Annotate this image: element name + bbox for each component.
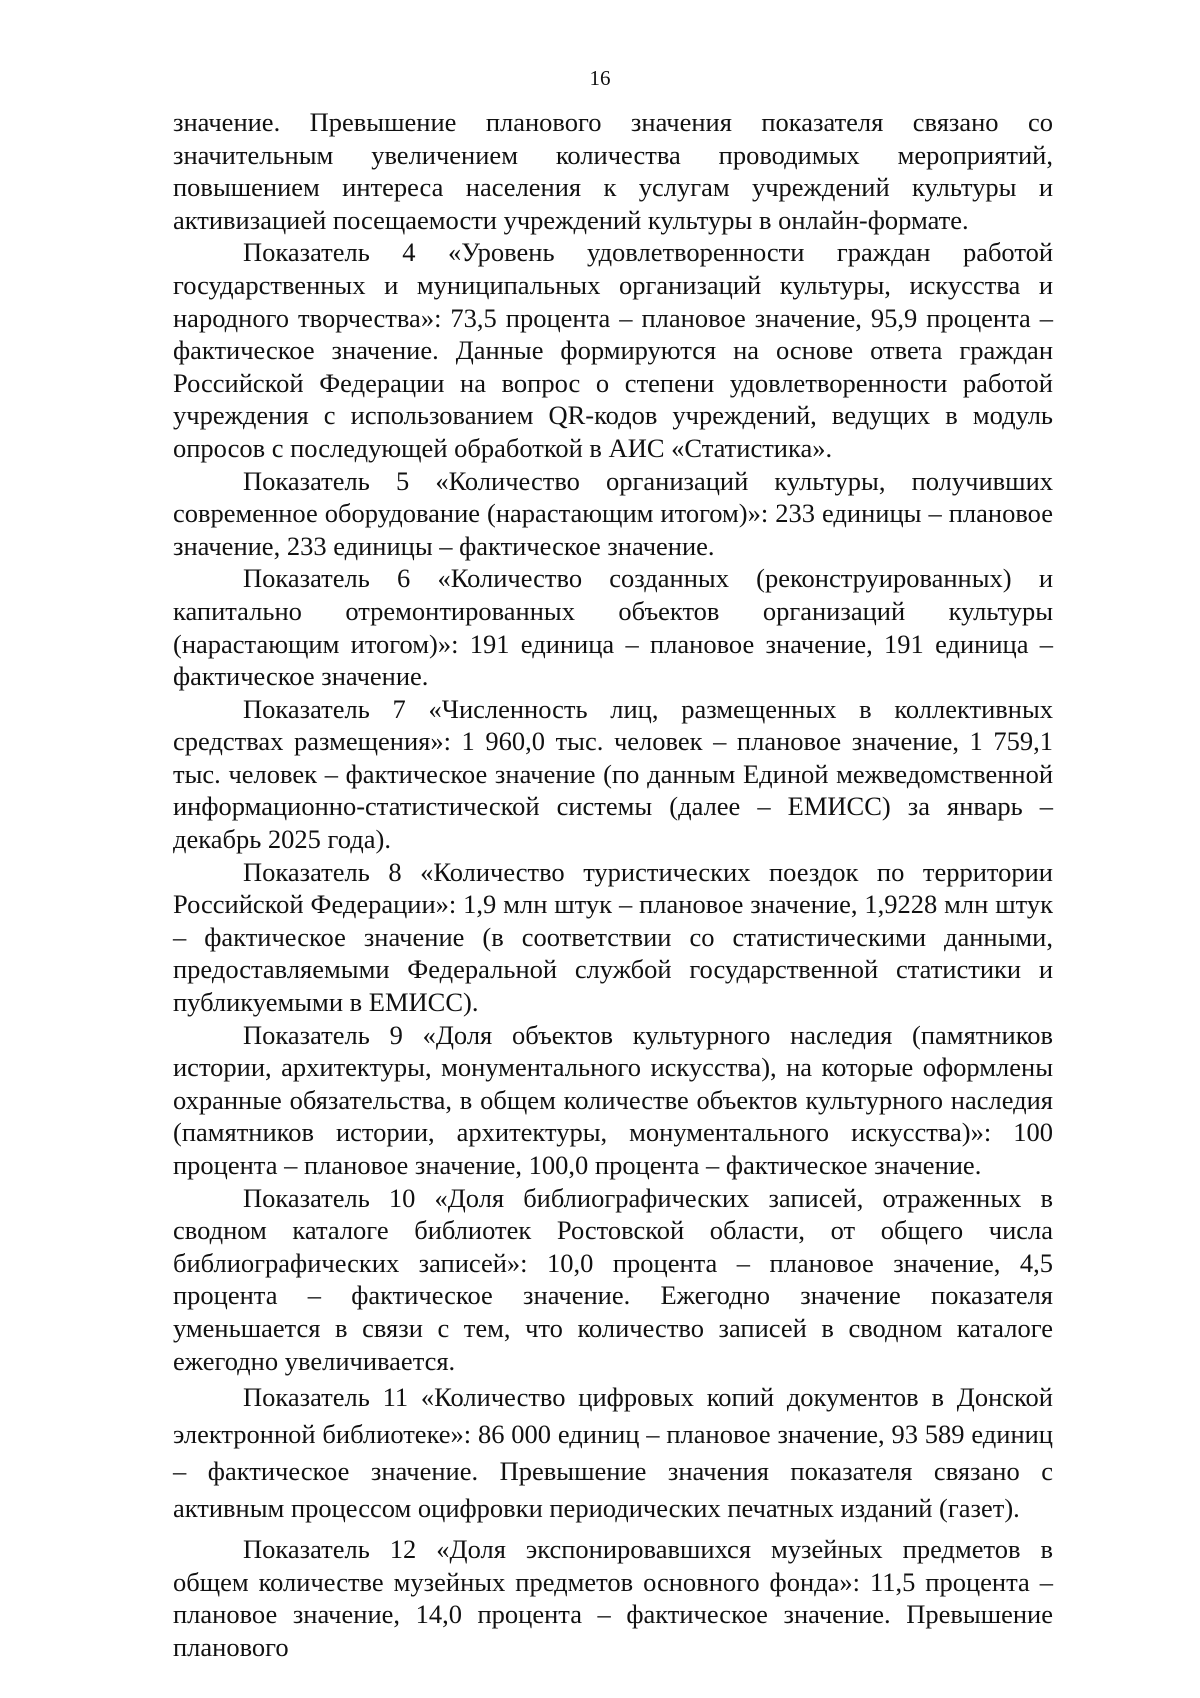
paragraph-indicator-5: Показатель 5 «Количество организаций культуры, получивших современное оборудование (нарастающим итогом)»: 233 единицы – плановое значение, 233 единицы – фактическое значение. <box>173 465 1053 561</box>
paragraph-indicator-8: Показатель 8 «Количество туристических поездок по территории Российской Федерации»: 1,9 млн штук – плановое значение, 1,9228 млн штук – фактическое значение (в соответствии со статистическими данными, предоставляемыми Федеральной службой государственной статистики и публикуемыми в ЕМИСС). <box>173 856 1053 1018</box>
paragraph-indicator-7: Показатель 7 «Численность лиц, размещенных в коллективных средствах размещения»: 1 960,0 тыс. человек – плановое значение, 1 759,1 тыс. человек – фактическое значение (по данным Единой межведомственной информационно-статистической системы (далее – ЕМИСС) за январь – декабрь 2025 года). <box>173 693 1053 855</box>
page-number: 16 <box>589 66 611 90</box>
paragraph-indicator-11: Показатель 11 «Количество цифровых копий документов в Донской электронной библиотеке»: 86 000 единиц – плановое значение, 93 589 единиц – фактическое значение. Превышение значения показателя связано с активным процессом оцифровки периодических печатных изданий (газет). <box>173 1382 1053 1524</box>
paragraph-indicator-10: Показатель 10 «Доля библиографических записей, отраженных в сводном каталоге библиотек Ростовской области, от общего числа библиографических записей»: 10,0 процента – плановое значение, 4,5 процента – фактическое значение. Ежегодно значение показателя уменьшается в связи с тем, что количество записей в сводном каталоге ежегодно увеличивается. <box>173 1182 1053 1376</box>
paragraph-indicator-12: Показатель 12 «Доля экспонировавшихся музейных предметов в общем количестве музейных предметов основного фонда»: 11,5 процента – плановое значение, 14,0 процента – фактическое значение. Превышение планового <box>173 1534 1053 1662</box>
paragraph-indicator-9: Показатель 9 «Доля объектов культурного наследия (памятников истории, архитектуры, монументального искусства), на которые оформлены охранные обязательства, в общем количестве объектов культурного наследия (памятников истории, архитектуры, монументального искусства)»: 100 процента – плановое значение, 100,0 процента – фактическое значение. <box>173 1019 1053 1180</box>
document-body <box>173 106 1053 1664</box>
paragraph-indicator-4: Показатель 4 «Уровень удовлетворенности граждан работой государственных и муниципальных организаций культуры, искусства и народного творчества»: 73,5 процента – плановое значение, 95,9 процента – фактическое значение. Данные формируются на основе ответа граждан Российской Федерации на вопрос о степени удовлетворенности работой учреждения с использованием QR-кодов учреждений, ведущих в модуль опросов с последующей обработкой в АИС «Статистика». <box>173 237 1053 463</box>
paragraph-continuation: значение. Превышение планового значения показателя связано со значительным увеличением количества проводимых мероприятий, повышением интереса населения к услугам учреждений культуры и активизацией посещаемости учреждений культуры в онлайн-формате. <box>173 107 1053 235</box>
paragraph-indicator-6: Показатель 6 «Количество созданных (реконструированных) и капитально отремонтированных объектов организаций культуры (нарастающим итогом)»: 191 единица – плановое значение, 191 единица – фактическое значение. <box>173 563 1053 692</box>
